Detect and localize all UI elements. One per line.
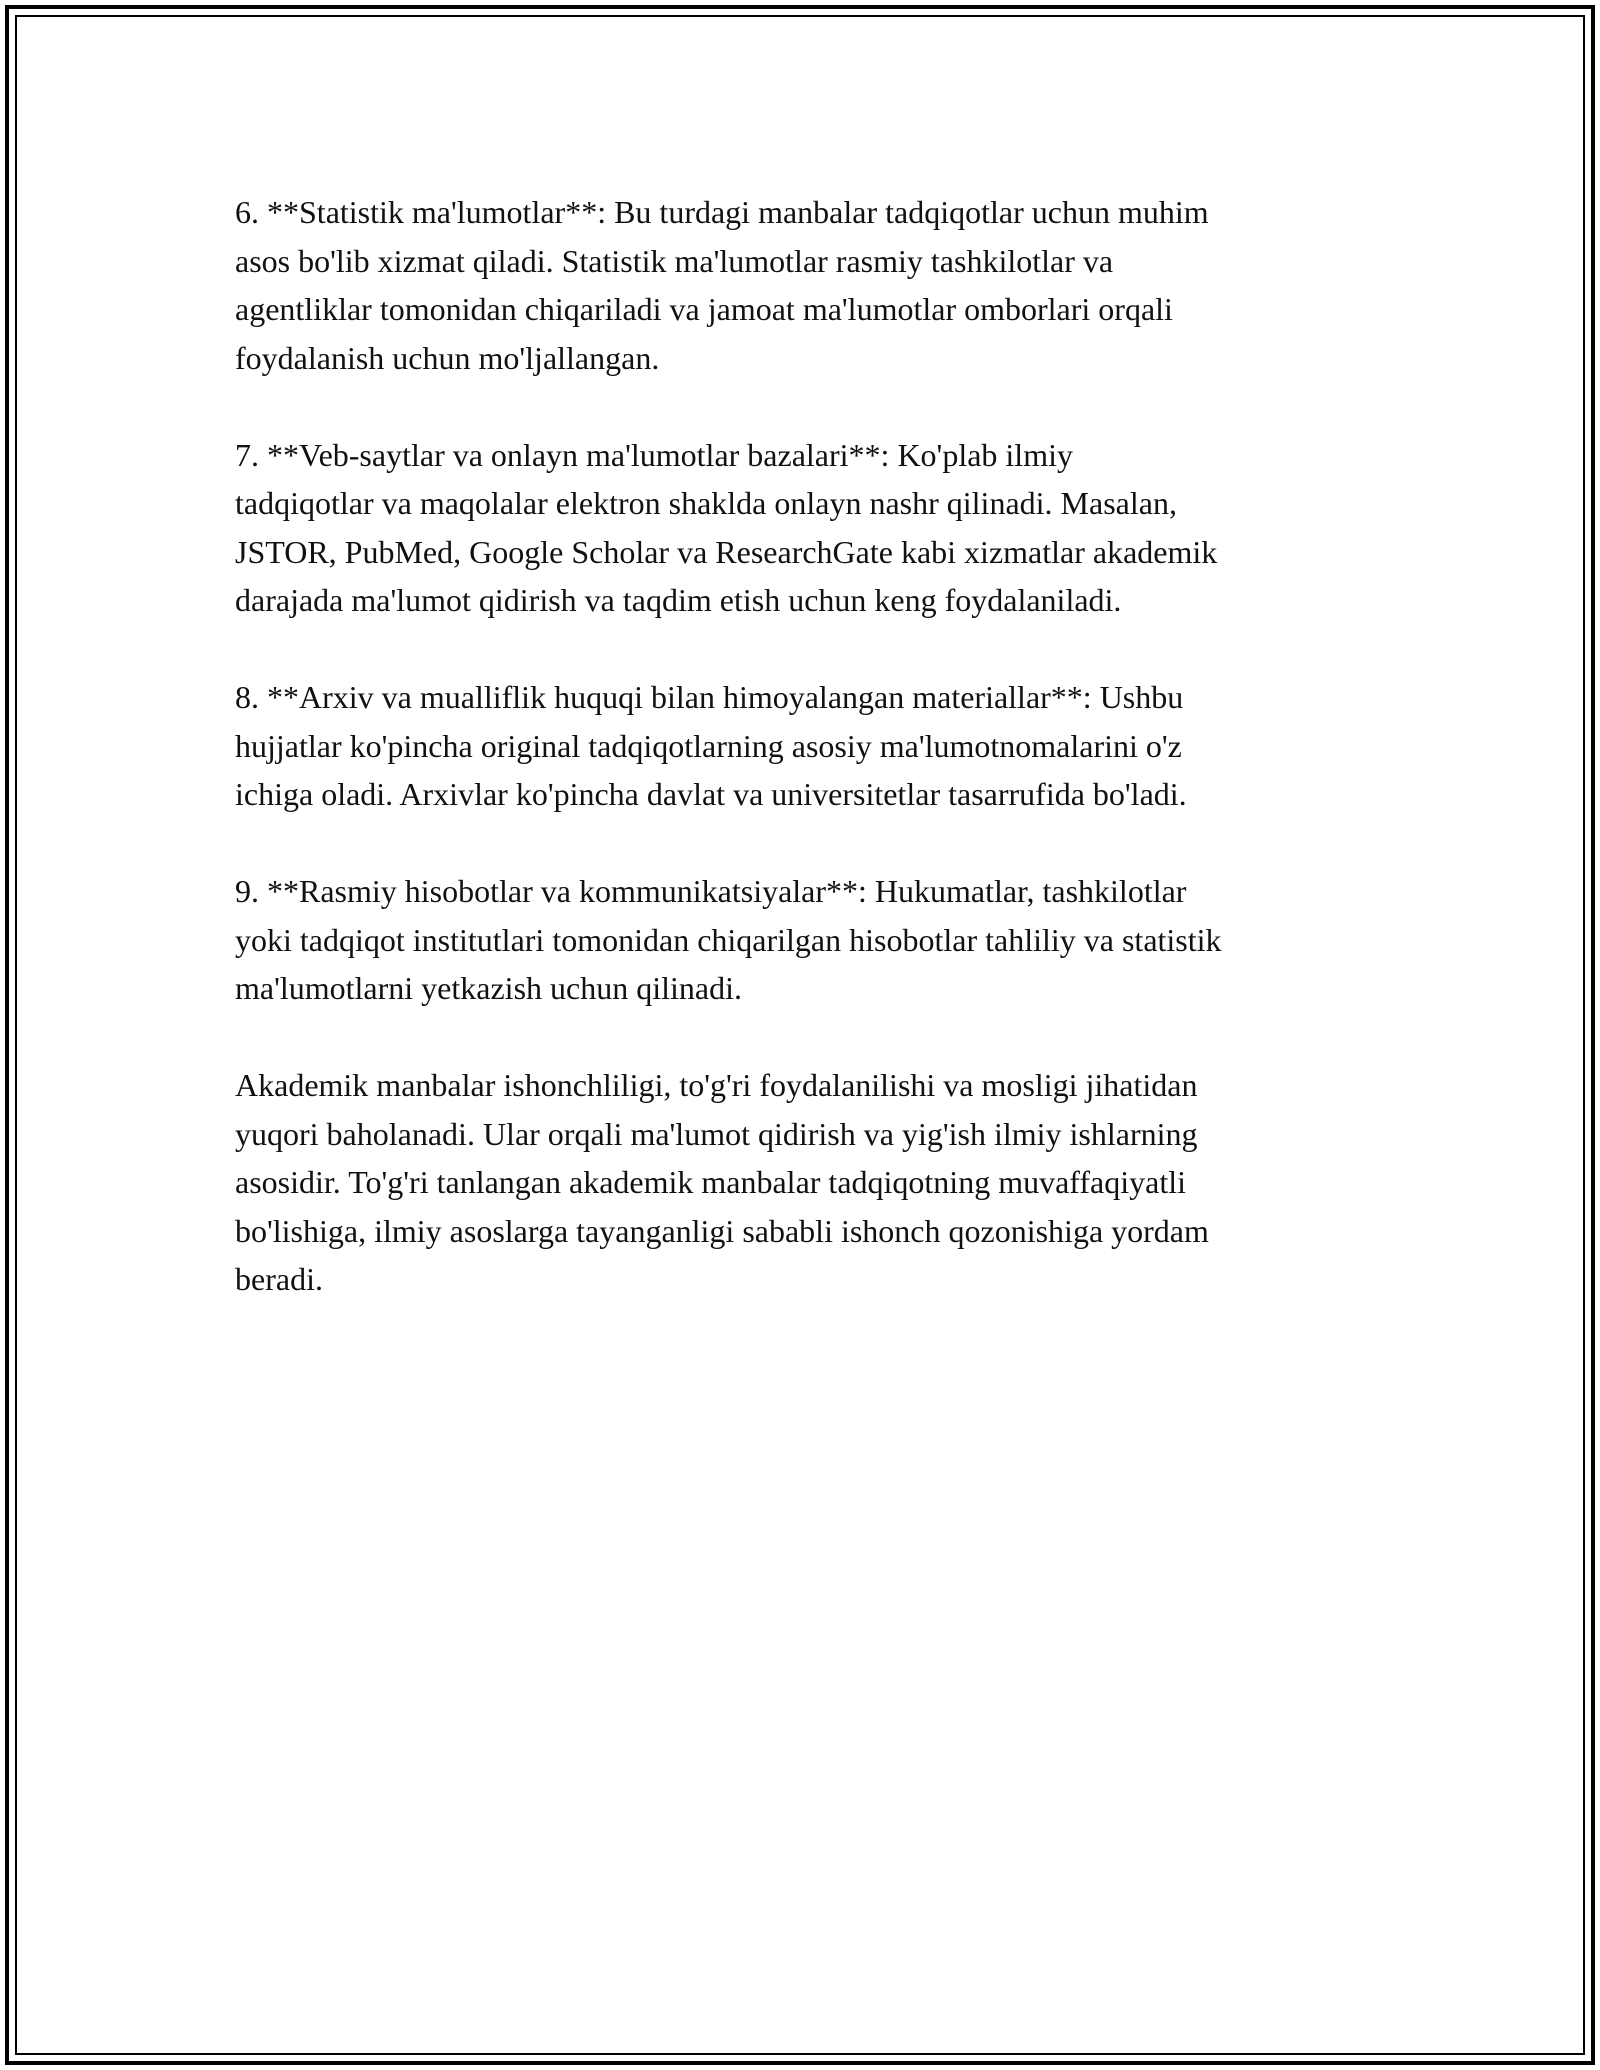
paragraph-veb-saytlar: 7. **Veb-saytlar va onlayn ma'lumotlar bazalari**: Ko'plab ilmiy tadqiqotlar va maqolalar elektron shaklda onlayn nashr qilinadi. Masalan, JSTOR, PubMed, Google Scholar va ResearchGate kabi xizmatlar akademik darajada ma'lumot qidirish va taqdim etish uchun keng foydalaniladi. [235, 436, 1218, 618]
paragraph-rasmiy-hisobotlar: 9. **Rasmiy hisobotlar va kommunikatsiyalar**: Hukumatlar, tashkilotlar yoki tadqiqot institutlari tomonidan chiqarilgan hisobotlar tahliliy va statistik ma'lumotlarni yetkazish uchun qilinadi. [235, 873, 1222, 1006]
paragraph-arxiv-materiallar: 8. **Arxiv va mualliflik huquqi bilan himoyalangan materiallar**: Ushbu hujjatlar ko'pincha original tadqiqotlarning asosiy ma'lumotnomalarini o'z ichiga oladi. Arxivlar ko'pincha davlat va universitetlar tasarrufida bo'ladi. [235, 679, 1187, 812]
paragraph-statistik-malumotlar: 6. **Statistik ma'lumotlar**: Bu turdagi manbalar tadqiqotlar uchun muhim asos bo'lib xizmat qiladi. Statistik ma'lumotlar rasmiy tashkilotlar va agentliklar tomonidan chiqariladi va jamoat ma'lumotlar omborlari orqali foydalanish uchun mo'ljallangan. [235, 194, 1209, 376]
document-body [235, 188, 1375, 1352]
paragraph-conclusion: Akademik manbalar ishonchliligi, to'g'ri foydalanilishi va mosligi jihatidan yuqori baholanadi. Ular orqali ma'lumot qidirish va yig'ish ilmiy ishlarning asosidir. To'g'ri tanlangan akademik manbalar tadqiqotning muvaffaqiyatli bo'lishiga, ilmiy asoslarga tayanganligi sababli ishonch qozonishiga yordam beradi. [235, 1067, 1209, 1297]
